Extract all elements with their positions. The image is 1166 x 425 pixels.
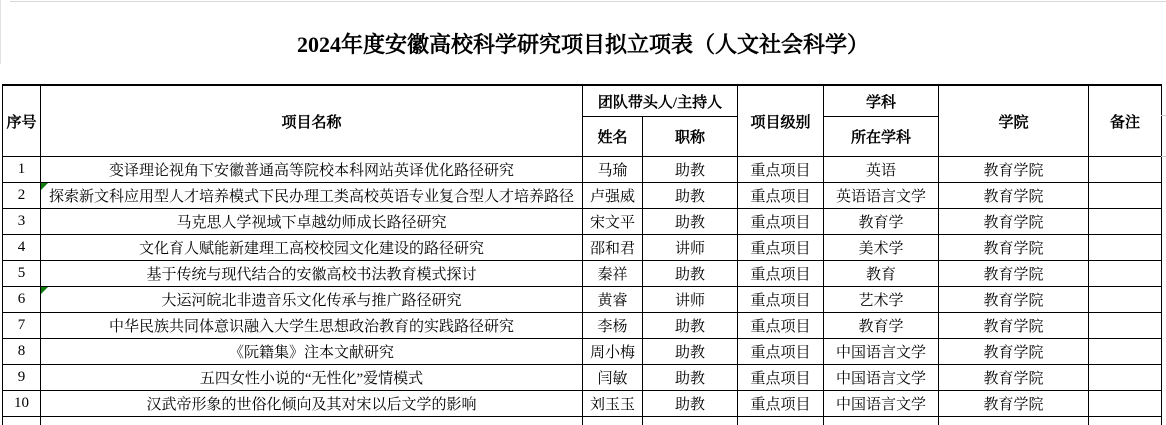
cell-discipline[interactable]: 教育 xyxy=(824,261,939,287)
cell-project-name[interactable] xyxy=(41,209,583,235)
cell-project-name-text: 文化育人赋能新建理工高校校园文化建设的路径研究 xyxy=(138,241,484,257)
cell-remarks[interactable] xyxy=(1089,365,1162,391)
cell-project-level[interactable]: 重点项目 xyxy=(738,391,824,417)
cell-discipline[interactable]: 中国语言文学 xyxy=(824,365,939,391)
cell-remarks[interactable] xyxy=(1089,313,1162,339)
header-index[interactable]: 序号 xyxy=(3,85,41,157)
cell-index[interactable]: 3 xyxy=(3,209,41,235)
window-top-edge-line xyxy=(10,1,1166,2)
cell-job-title[interactable]: 助教 xyxy=(643,365,738,391)
cell-index[interactable]: 1 xyxy=(3,157,41,183)
cell-empty[interactable] xyxy=(41,417,583,425)
table-row xyxy=(3,287,1162,313)
cell-discipline[interactable]: 英语语言文学 xyxy=(824,183,939,209)
cell-job-title[interactable]: 助教 xyxy=(643,391,738,417)
cell-leader-name[interactable]: 黄睿 xyxy=(583,287,643,313)
cell-empty[interactable] xyxy=(939,417,1089,425)
cell-project-level[interactable]: 重点项目 xyxy=(738,183,824,209)
cell-empty[interactable] xyxy=(643,417,738,425)
page-title: 2024年度安徽高校科学研究项目拟立项表（人文社会科学） xyxy=(296,32,869,57)
cell-project-name-text: 马克思人学视域下卓越幼师成长路径研究 xyxy=(176,215,447,231)
cell-job-title[interactable]: 助教 xyxy=(643,209,738,235)
cell-project-level[interactable]: 重点项目 xyxy=(738,339,824,365)
cell-index[interactable]: 5 xyxy=(3,261,41,287)
cell-leader-name[interactable]: 周小梅 xyxy=(583,339,643,365)
cell-project-level[interactable]: 重点项目 xyxy=(738,209,824,235)
table-row xyxy=(3,183,1162,209)
cell-project-name[interactable] xyxy=(41,157,583,183)
cell-discipline[interactable]: 教育学 xyxy=(824,313,939,339)
cell-college[interactable]: 教育学院 xyxy=(939,313,1089,339)
table-row xyxy=(3,157,1162,183)
cell-project-name[interactable] xyxy=(41,183,583,209)
cell-college[interactable]: 教育学院 xyxy=(939,365,1089,391)
cell-leader-name[interactable]: 马瑜 xyxy=(583,157,643,183)
cell-college[interactable]: 教育学院 xyxy=(939,183,1089,209)
cell-project-name-text: 探索新文科应用型人才培养模式下民办理工类高校英语专业复合型人才培养路径 xyxy=(48,189,574,205)
gridline-stub xyxy=(1161,156,1166,157)
cell-remarks[interactable] xyxy=(1089,183,1162,209)
cell-discipline[interactable]: 教育学 xyxy=(824,209,939,235)
gridline-stub xyxy=(1161,115,1166,116)
header-leader-group[interactable]: 团队带头人/主持人 xyxy=(583,85,738,117)
cell-project-name[interactable] xyxy=(41,313,583,339)
cell-leader-name[interactable]: 卢强威 xyxy=(583,183,643,209)
header-leader-name[interactable]: 姓名 xyxy=(583,117,643,157)
cell-job-title[interactable]: 助教 xyxy=(643,339,738,365)
cell-index[interactable]: 2 xyxy=(3,183,41,209)
cell-project-name[interactable] xyxy=(41,365,583,391)
table-row-partial xyxy=(3,417,1162,425)
cell-remarks[interactable] xyxy=(1089,235,1162,261)
cell-leader-name[interactable]: 邵和君 xyxy=(583,235,643,261)
error-flag-icon xyxy=(41,183,48,190)
cell-discipline[interactable]: 艺术学 xyxy=(824,287,939,313)
cell-leader-name[interactable]: 秦祥 xyxy=(583,261,643,287)
cell-job-title[interactable]: 助教 xyxy=(643,313,738,339)
table-row xyxy=(3,313,1162,339)
cell-remarks[interactable] xyxy=(1089,261,1162,287)
cell-remarks[interactable] xyxy=(1089,339,1162,365)
cell-index[interactable]: 4 xyxy=(3,235,41,261)
cell-leader-name[interactable]: 刘玉玉 xyxy=(583,391,643,417)
cell-leader-name[interactable]: 宋文平 xyxy=(583,209,643,235)
cell-project-name-text: 汉武帝形象的世俗化倾向及其对宋以后文学的影响 xyxy=(146,397,477,413)
cell-project-level[interactable]: 重点项目 xyxy=(738,235,824,261)
cell-project-level[interactable]: 重点项目 xyxy=(738,287,824,313)
cell-remarks[interactable] xyxy=(1089,157,1162,183)
cell-empty[interactable] xyxy=(824,417,939,425)
cell-college[interactable]: 教育学院 xyxy=(939,157,1089,183)
cell-job-title[interactable]: 助教 xyxy=(643,261,738,287)
cell-empty[interactable] xyxy=(1089,417,1162,425)
header-discipline-sub[interactable]: 所在学科 xyxy=(824,117,939,157)
cell-discipline[interactable]: 美术学 xyxy=(824,235,939,261)
cell-job-title[interactable]: 讲师 xyxy=(643,287,738,313)
cell-remarks[interactable] xyxy=(1089,391,1162,417)
cell-index[interactable]: 9 xyxy=(3,365,41,391)
cell-project-level[interactable]: 重点项目 xyxy=(738,313,824,339)
cell-job-title[interactable]: 助教 xyxy=(643,157,738,183)
cell-project-name[interactable] xyxy=(41,287,583,313)
cell-project-name-text: 五四女性小说的“无性化”爱情模式 xyxy=(199,371,424,387)
header-job-title[interactable]: 职称 xyxy=(643,117,738,157)
cell-college[interactable]: 教育学院 xyxy=(939,209,1089,235)
cell-project-level[interactable]: 重点项目 xyxy=(738,157,824,183)
cell-index[interactable]: 8 xyxy=(3,339,41,365)
cell-project-level[interactable]: 重点项目 xyxy=(738,365,824,391)
table-row xyxy=(3,261,1162,287)
cell-project-name-text: 中华民族共同体意识融入大学生思想政治教育的实践路径研究 xyxy=(108,319,514,335)
header-college[interactable]: 学院 xyxy=(939,85,1089,157)
cell-remarks[interactable] xyxy=(1089,287,1162,313)
cell-college[interactable]: 教育学院 xyxy=(939,287,1089,313)
cell-index[interactable]: 10 xyxy=(3,391,41,417)
cell-empty[interactable] xyxy=(738,417,824,425)
cell-project-name[interactable] xyxy=(41,261,583,287)
cell-discipline[interactable]: 英语 xyxy=(824,157,939,183)
cell-remarks[interactable] xyxy=(1089,209,1162,235)
cell-college[interactable]: 教育学院 xyxy=(939,235,1089,261)
header-project-name[interactable]: 项目名称 xyxy=(41,85,583,157)
cell-index[interactable]: 7 xyxy=(3,313,41,339)
cell-empty[interactable] xyxy=(583,417,643,425)
table-row xyxy=(3,391,1162,417)
cell-project-name[interactable] xyxy=(41,391,583,417)
cell-job-title[interactable]: 助教 xyxy=(643,183,738,209)
table-row xyxy=(3,365,1162,391)
cell-leader-name[interactable]: 李杨 xyxy=(583,313,643,339)
project-approval-table xyxy=(2,84,1162,425)
cell-project-name-text: 变译理论视角下安徽普通高等院校本科网站英译优化路径研究 xyxy=(108,163,514,179)
cell-project-name[interactable] xyxy=(41,339,583,365)
cell-project-name-text: 《阮籍集》注本文献研究 xyxy=(228,345,394,361)
cell-project-name-text: 大运河皖北非遗音乐文化传承与推广路径研究 xyxy=(161,293,462,309)
cell-college[interactable]: 教育学院 xyxy=(939,261,1089,287)
cell-college[interactable]: 教育学院 xyxy=(939,339,1089,365)
cell-project-name-text: 基于传统与现代结合的安徽高校书法教育模式探讨 xyxy=(146,267,477,283)
cell-discipline[interactable]: 中国语言文学 xyxy=(824,339,939,365)
cell-discipline[interactable]: 中国语言文学 xyxy=(824,391,939,417)
cell-college[interactable]: 教育学院 xyxy=(939,391,1089,417)
error-flag-icon xyxy=(41,287,48,294)
cell-empty[interactable] xyxy=(3,417,41,425)
table-row xyxy=(3,209,1162,235)
header-project-level[interactable]: 项目级别 xyxy=(738,85,824,157)
cell-project-name[interactable] xyxy=(41,235,583,261)
table-row xyxy=(3,235,1162,261)
cell-project-level[interactable]: 重点项目 xyxy=(738,261,824,287)
table-header xyxy=(3,85,1162,157)
cell-leader-name[interactable]: 闫敏 xyxy=(583,365,643,391)
header-remarks[interactable]: 备注 xyxy=(1089,85,1162,157)
table-body xyxy=(3,157,1162,425)
cell-job-title[interactable]: 讲师 xyxy=(643,235,738,261)
table-row xyxy=(3,339,1162,365)
header-discipline-group[interactable]: 学科 xyxy=(824,85,939,117)
cell-index[interactable]: 6 xyxy=(3,287,41,313)
